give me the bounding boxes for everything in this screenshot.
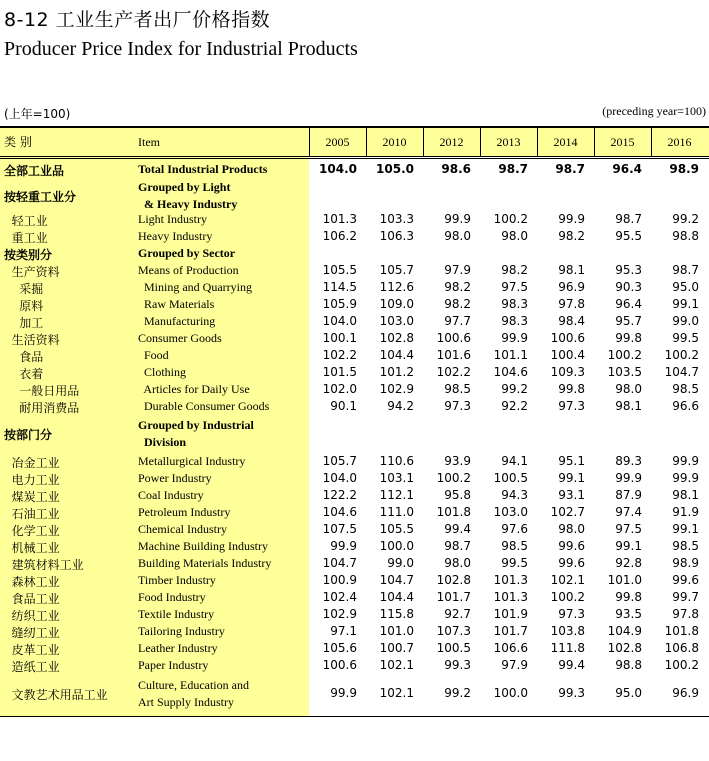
cell-value: 99.1 bbox=[672, 522, 699, 536]
cell-value: 99.9 bbox=[330, 686, 357, 700]
cell-value: 98.0 bbox=[558, 522, 585, 536]
cell-value: 95.0 bbox=[615, 686, 642, 700]
cell-value: 98.1 bbox=[615, 399, 642, 413]
row-label-en: Paper Industry bbox=[138, 658, 209, 672]
cell-value: 102.9 bbox=[322, 607, 357, 621]
cell-value: 105.5 bbox=[379, 522, 414, 536]
cell-value: 105.0 bbox=[376, 162, 414, 176]
cell-value: 100.7 bbox=[379, 641, 414, 655]
cell-value: 97.1 bbox=[330, 624, 357, 638]
header-column-divider bbox=[651, 128, 652, 156]
cell-value: 98.9 bbox=[669, 162, 699, 176]
cell-value: 95.3 bbox=[615, 263, 642, 277]
cell-value: 99.3 bbox=[444, 658, 471, 672]
cell-value: 90.3 bbox=[615, 280, 642, 294]
row-label-cn: 一般日用品 bbox=[4, 384, 80, 398]
header-year: 2013 bbox=[496, 135, 521, 149]
cell-value: 99.1 bbox=[672, 297, 699, 311]
table-title-cn: 8-12 工业生产者出厂价格指数 bbox=[4, 9, 271, 31]
cell-value: 99.4 bbox=[444, 522, 471, 536]
cell-value: 94.2 bbox=[387, 399, 414, 413]
cell-value: 103.0 bbox=[493, 505, 528, 519]
row-label-en: Clothing bbox=[138, 365, 187, 379]
cell-value: 102.8 bbox=[379, 331, 414, 345]
row-label-cn: 全部工业品 bbox=[4, 164, 65, 178]
cell-value: 104.4 bbox=[379, 590, 414, 604]
row-label-en: Chemical Industry bbox=[138, 522, 227, 536]
row-label-en: Heavy Industry bbox=[138, 229, 213, 243]
cell-value: 98.5 bbox=[672, 382, 699, 396]
row-label-cn: 冶金工业 bbox=[4, 456, 60, 470]
cell-value: 102.1 bbox=[550, 573, 585, 587]
cell-value: 101.0 bbox=[379, 624, 414, 638]
cell-value: 97.3 bbox=[558, 607, 585, 621]
cell-value: 98.8 bbox=[672, 229, 699, 243]
cell-value: 109.3 bbox=[550, 365, 585, 379]
cell-value: 93.5 bbox=[615, 607, 642, 621]
cell-value: 105.5 bbox=[322, 263, 357, 277]
cell-value: 98.7 bbox=[672, 263, 699, 277]
cell-value: 98.5 bbox=[444, 382, 471, 396]
cell-value: 93.1 bbox=[558, 488, 585, 502]
cell-value: 106.2 bbox=[322, 229, 357, 243]
cell-value: 104.0 bbox=[322, 471, 357, 485]
cell-value: 112.6 bbox=[379, 280, 414, 294]
cell-value: 98.2 bbox=[444, 297, 471, 311]
cell-value: 92.7 bbox=[444, 607, 471, 621]
cell-value: 104.6 bbox=[322, 505, 357, 519]
cell-value: 99.7 bbox=[672, 590, 699, 604]
cell-value: 101.2 bbox=[379, 365, 414, 379]
row-label-en: Machine Building Industry bbox=[138, 539, 268, 553]
header-rule-double bbox=[0, 158, 709, 159]
cell-value: 97.5 bbox=[501, 280, 528, 294]
cell-value: 92.2 bbox=[501, 399, 528, 413]
cell-value: 106.3 bbox=[379, 229, 414, 243]
cell-value: 105.7 bbox=[379, 263, 414, 277]
row-label-cn: 生活资料 bbox=[4, 333, 60, 347]
row-label-en: Raw Materials bbox=[138, 297, 215, 311]
row-label-cn: 森林工业 bbox=[4, 575, 60, 589]
cell-value: 100.0 bbox=[493, 686, 528, 700]
cell-value: 95.1 bbox=[558, 454, 585, 468]
cell-value: 100.2 bbox=[550, 590, 585, 604]
cell-value: 95.7 bbox=[615, 314, 642, 328]
header-column-divider bbox=[366, 128, 367, 156]
cell-value: 97.9 bbox=[501, 658, 528, 672]
cell-value: 98.2 bbox=[444, 280, 471, 294]
cell-value: 101.8 bbox=[664, 624, 699, 638]
row-label-cn: 采掘 bbox=[4, 282, 44, 296]
cell-value: 101.1 bbox=[493, 348, 528, 362]
cell-value: 104.7 bbox=[664, 365, 699, 379]
header-year: 2015 bbox=[610, 135, 635, 149]
cell-value: 104.9 bbox=[607, 624, 642, 638]
row-label-cn: 生产资料 bbox=[4, 265, 60, 279]
cell-value: 100.2 bbox=[436, 471, 471, 485]
row-label-en: Timber Industry bbox=[138, 573, 216, 587]
cell-value: 99.8 bbox=[615, 331, 642, 345]
row-label-cn: 原料 bbox=[4, 299, 44, 313]
cell-value: 98.7 bbox=[444, 539, 471, 553]
cell-value: 100.6 bbox=[550, 331, 585, 345]
row-label-en: Articles for Daily Use bbox=[138, 382, 250, 396]
cell-value: 99.3 bbox=[558, 686, 585, 700]
cell-value: 99.1 bbox=[615, 539, 642, 553]
cell-value: 97.8 bbox=[558, 297, 585, 311]
row-label-en: Leather Industry bbox=[138, 641, 218, 655]
row-label-en: Manufacturing bbox=[138, 314, 216, 328]
header-rule bbox=[0, 156, 709, 157]
row-label-cn: 化学工业 bbox=[4, 524, 60, 538]
cell-value: 98.9 bbox=[672, 556, 699, 570]
cell-value: 105.7 bbox=[322, 454, 357, 468]
cell-value: 99.6 bbox=[558, 556, 585, 570]
row-label-en: Petroleum Industry bbox=[138, 505, 231, 519]
row-label-en: Culture, Education and bbox=[138, 678, 249, 692]
row-label-en: Coal Industry bbox=[138, 488, 204, 502]
header-item: Item bbox=[138, 135, 160, 149]
cell-value: 99.0 bbox=[387, 556, 414, 570]
cell-value: 99.9 bbox=[672, 471, 699, 485]
cell-value: 99.2 bbox=[672, 212, 699, 226]
cell-value: 111.8 bbox=[550, 641, 585, 655]
row-label-cn: 煤炭工业 bbox=[4, 490, 60, 504]
cell-value: 104.6 bbox=[493, 365, 528, 379]
cell-value: 97.8 bbox=[672, 607, 699, 621]
cell-value: 94.1 bbox=[501, 454, 528, 468]
cell-value: 98.0 bbox=[444, 229, 471, 243]
cell-value: 98.1 bbox=[672, 488, 699, 502]
cell-value: 99.9 bbox=[501, 331, 528, 345]
cell-value: 99.5 bbox=[501, 556, 528, 570]
table-bottom-rule bbox=[0, 716, 709, 717]
cell-value: 100.2 bbox=[607, 348, 642, 362]
cell-value: 102.8 bbox=[436, 573, 471, 587]
cell-value: 96.9 bbox=[558, 280, 585, 294]
cell-value: 109.0 bbox=[379, 297, 414, 311]
cell-value: 102.1 bbox=[379, 658, 414, 672]
cell-value: 103.5 bbox=[607, 365, 642, 379]
row-label-cn: 轻工业 bbox=[4, 214, 48, 228]
cell-value: 100.2 bbox=[664, 348, 699, 362]
cell-value: 102.1 bbox=[379, 686, 414, 700]
cell-value: 102.9 bbox=[379, 382, 414, 396]
row-label-cn: 皮革工业 bbox=[4, 643, 60, 657]
cell-value: 101.8 bbox=[436, 505, 471, 519]
row-label-cn: 食品工业 bbox=[4, 592, 60, 606]
cell-value: 92.8 bbox=[615, 556, 642, 570]
cell-value: 89.3 bbox=[615, 454, 642, 468]
cell-value: 98.5 bbox=[501, 539, 528, 553]
cell-value: 104.0 bbox=[319, 162, 357, 176]
header-column-divider bbox=[537, 128, 538, 156]
cell-value: 97.4 bbox=[615, 505, 642, 519]
cell-value: 103.3 bbox=[379, 212, 414, 226]
header-column-divider bbox=[309, 128, 310, 156]
cell-value: 99.2 bbox=[444, 686, 471, 700]
cell-value: 98.8 bbox=[615, 658, 642, 672]
cell-value: 87.9 bbox=[615, 488, 642, 502]
cell-value: 112.1 bbox=[379, 488, 414, 502]
cell-value: 99.9 bbox=[558, 212, 585, 226]
cell-value: 99.9 bbox=[444, 212, 471, 226]
cell-value: 106.8 bbox=[664, 641, 699, 655]
row-label-en: Means of Production bbox=[138, 263, 239, 277]
cell-value: 101.9 bbox=[493, 607, 528, 621]
cell-value: 98.7 bbox=[498, 162, 528, 176]
cell-value: 101.7 bbox=[493, 624, 528, 638]
row-label-cn: 重工业 bbox=[4, 231, 48, 245]
cell-value: 101.5 bbox=[322, 365, 357, 379]
row-label-en: Tailoring Industry bbox=[138, 624, 225, 638]
cell-value: 101.6 bbox=[436, 348, 471, 362]
cell-value: 102.0 bbox=[322, 382, 357, 396]
cell-value: 99.9 bbox=[672, 454, 699, 468]
header-year: 2014 bbox=[553, 135, 578, 149]
cell-value: 101.0 bbox=[607, 573, 642, 587]
cell-value: 98.3 bbox=[501, 297, 528, 311]
cell-value: 100.1 bbox=[322, 331, 357, 345]
row-label-cn: 加工 bbox=[4, 316, 44, 330]
row-label-en: Division bbox=[138, 435, 187, 449]
cell-value: 96.4 bbox=[615, 297, 642, 311]
cell-value: 97.3 bbox=[444, 399, 471, 413]
header-year: 2010 bbox=[382, 135, 407, 149]
cell-value: 94.3 bbox=[501, 488, 528, 502]
row-label-cn: 文教艺术用品工业 bbox=[4, 688, 108, 702]
cell-value: 107.3 bbox=[436, 624, 471, 638]
cell-value: 100.0 bbox=[379, 539, 414, 553]
header-column-divider bbox=[480, 128, 481, 156]
row-label-en: Grouped by Sector bbox=[138, 246, 236, 260]
row-label-cn: 纺织工业 bbox=[4, 609, 60, 623]
cell-value: 122.2 bbox=[322, 488, 357, 502]
cell-value: 99.6 bbox=[672, 573, 699, 587]
header-category: 类 别 bbox=[4, 135, 32, 149]
cell-value: 100.6 bbox=[322, 658, 357, 672]
cell-value: 100.4 bbox=[550, 348, 585, 362]
cell-value: 96.4 bbox=[612, 162, 642, 176]
cell-value: 102.2 bbox=[322, 348, 357, 362]
row-label-cn: 按轻重工业分 bbox=[4, 190, 77, 204]
cell-value: 101.3 bbox=[493, 590, 528, 604]
cell-value: 90.1 bbox=[330, 399, 357, 413]
row-label-en: Consumer Goods bbox=[138, 331, 222, 345]
cell-value: 110.6 bbox=[379, 454, 414, 468]
cell-value: 98.0 bbox=[501, 229, 528, 243]
cell-value: 95.5 bbox=[615, 229, 642, 243]
unit-note-cn: (上年=100) bbox=[4, 107, 71, 121]
cell-value: 101.3 bbox=[493, 573, 528, 587]
row-label-cn: 建筑材料工业 bbox=[4, 558, 84, 572]
cell-value: 98.7 bbox=[555, 162, 585, 176]
cell-value: 102.2 bbox=[436, 365, 471, 379]
row-label-en: Durable Consumer Goods bbox=[138, 399, 270, 413]
row-label-en: Food Industry bbox=[138, 590, 206, 604]
cell-value: 98.4 bbox=[558, 314, 585, 328]
row-label-en: Food bbox=[138, 348, 169, 362]
cell-value: 102.4 bbox=[322, 590, 357, 604]
row-label-en: Art Supply Industry bbox=[138, 695, 234, 709]
cell-value: 104.0 bbox=[322, 314, 357, 328]
cell-value: 106.6 bbox=[493, 641, 528, 655]
cell-value: 98.6 bbox=[441, 162, 471, 176]
cell-value: 102.8 bbox=[607, 641, 642, 655]
cell-value: 98.3 bbox=[501, 314, 528, 328]
cell-value: 99.9 bbox=[615, 471, 642, 485]
unit-note-en: (preceding year=100) bbox=[602, 104, 706, 118]
cell-value: 98.1 bbox=[558, 263, 585, 277]
row-label-en: Light Industry bbox=[138, 212, 207, 226]
cell-value: 97.6 bbox=[501, 522, 528, 536]
cell-value: 104.7 bbox=[379, 573, 414, 587]
row-label-cn: 造纸工业 bbox=[4, 660, 60, 674]
cell-value: 100.5 bbox=[436, 641, 471, 655]
row-label-en: Grouped by Industrial bbox=[138, 418, 254, 432]
cell-value: 99.4 bbox=[558, 658, 585, 672]
row-label-cn: 机械工业 bbox=[4, 541, 60, 555]
table-title-en: Producer Price Index for Industrial Products bbox=[4, 38, 358, 60]
cell-value: 97.3 bbox=[558, 399, 585, 413]
cell-value: 98.5 bbox=[672, 539, 699, 553]
cell-value: 98.7 bbox=[615, 212, 642, 226]
cell-value: 100.2 bbox=[664, 658, 699, 672]
row-label-en: Building Materials Industry bbox=[138, 556, 272, 570]
cell-value: 100.9 bbox=[322, 573, 357, 587]
cell-value: 91.9 bbox=[672, 505, 699, 519]
row-label-cn: 衣着 bbox=[4, 367, 44, 381]
row-label-cn: 食品 bbox=[4, 350, 44, 364]
row-label-en: Metallurgical Industry bbox=[138, 454, 246, 468]
cell-value: 107.5 bbox=[322, 522, 357, 536]
cell-value: 115.8 bbox=[379, 607, 414, 621]
cell-value: 101.3 bbox=[322, 212, 357, 226]
cell-value: 98.0 bbox=[615, 382, 642, 396]
row-label-cn: 电力工业 bbox=[4, 473, 60, 487]
cell-value: 114.5 bbox=[322, 280, 357, 294]
cell-value: 99.2 bbox=[501, 382, 528, 396]
row-label-cn: 按部门分 bbox=[4, 428, 53, 442]
cell-value: 100.2 bbox=[493, 212, 528, 226]
cell-value: 101.7 bbox=[436, 590, 471, 604]
row-label-en: Grouped by Light bbox=[138, 180, 231, 194]
row-label-en: Textile Industry bbox=[138, 607, 215, 621]
header-column-divider bbox=[423, 128, 424, 156]
header-year: 2016 bbox=[667, 135, 692, 149]
cell-value: 105.9 bbox=[322, 297, 357, 311]
cell-value: 97.5 bbox=[615, 522, 642, 536]
cell-value: 105.6 bbox=[322, 641, 357, 655]
cell-value: 96.6 bbox=[672, 399, 699, 413]
cell-value: 111.0 bbox=[379, 505, 414, 519]
cell-value: 103.1 bbox=[379, 471, 414, 485]
cell-value: 98.2 bbox=[558, 229, 585, 243]
cell-value: 99.0 bbox=[672, 314, 699, 328]
cell-value: 102.7 bbox=[550, 505, 585, 519]
row-label-cn: 耐用消费品 bbox=[4, 401, 80, 415]
row-label-cn: 缝纫工业 bbox=[4, 626, 60, 640]
cell-value: 103.8 bbox=[550, 624, 585, 638]
cell-value: 93.9 bbox=[444, 454, 471, 468]
cell-value: 95.8 bbox=[444, 488, 471, 502]
header-year: 2012 bbox=[439, 135, 464, 149]
cell-value: 97.9 bbox=[444, 263, 471, 277]
cell-value: 96.9 bbox=[672, 686, 699, 700]
cell-value: 99.5 bbox=[672, 331, 699, 345]
cell-value: 103.0 bbox=[379, 314, 414, 328]
cell-value: 98.0 bbox=[444, 556, 471, 570]
cell-value: 99.8 bbox=[558, 382, 585, 396]
cell-value: 99.6 bbox=[558, 539, 585, 553]
row-label-en: Mining and Quarrying bbox=[138, 280, 252, 294]
cell-value: 100.6 bbox=[436, 331, 471, 345]
cell-value: 97.7 bbox=[444, 314, 471, 328]
row-label-en: & Heavy Industry bbox=[138, 197, 238, 211]
cell-value: 98.2 bbox=[501, 263, 528, 277]
row-label-en: Total Industrial Products bbox=[138, 162, 268, 176]
cell-value: 99.1 bbox=[558, 471, 585, 485]
row-label-en: Power Industry bbox=[138, 471, 212, 485]
row-label-cn: 按类别分 bbox=[4, 248, 53, 262]
cell-value: 104.7 bbox=[322, 556, 357, 570]
row-label-cn: 石油工业 bbox=[4, 507, 60, 521]
cell-value: 104.4 bbox=[379, 348, 414, 362]
header-column-divider bbox=[594, 128, 595, 156]
cell-value: 99.8 bbox=[615, 590, 642, 604]
cell-value: 100.5 bbox=[493, 471, 528, 485]
header-year: 2005 bbox=[325, 135, 350, 149]
cell-value: 95.0 bbox=[672, 280, 699, 294]
cell-value: 99.9 bbox=[330, 539, 357, 553]
